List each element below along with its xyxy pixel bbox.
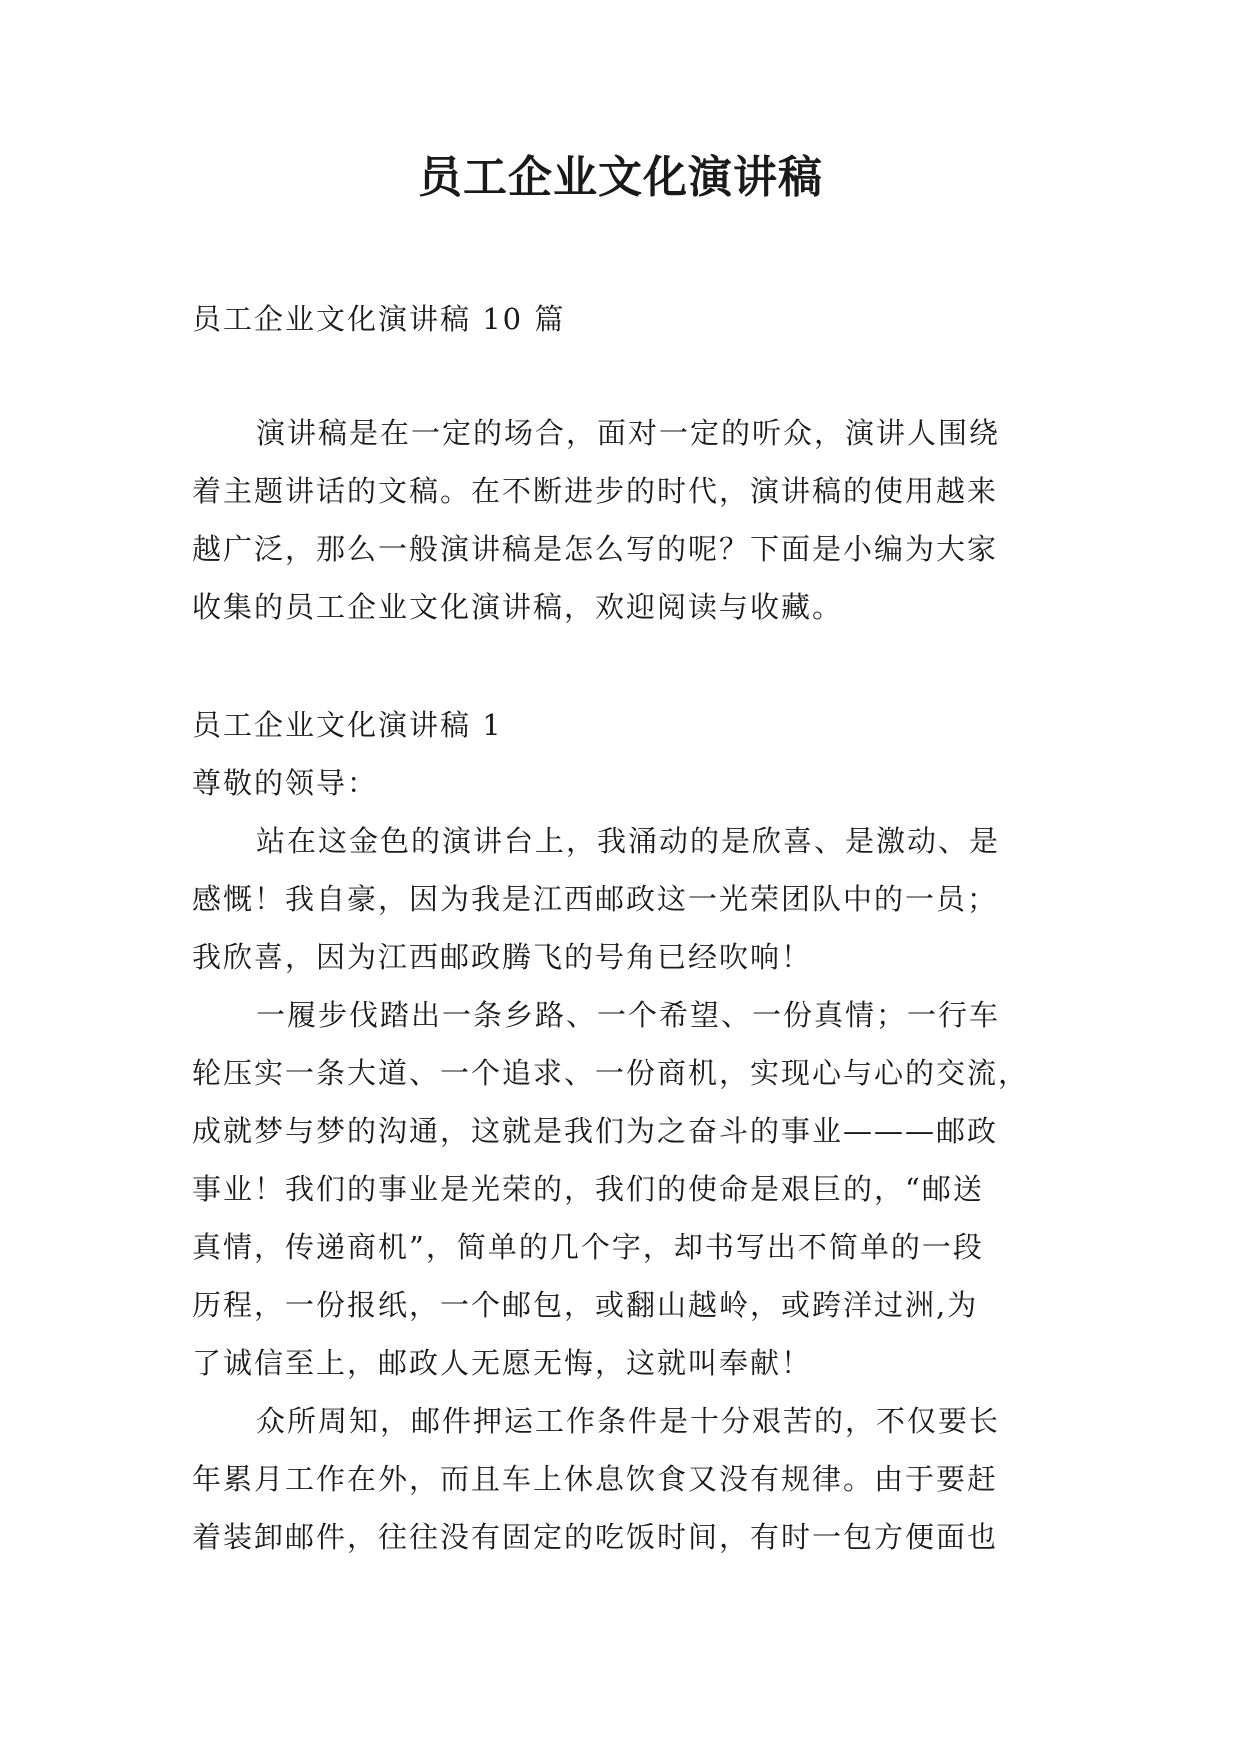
body-line: 了诚信至上，邮政人无愿无悔，这就叫奉献！ [192,1346,813,1380]
body-line: 站在这金色的演讲台上，我涌动的是欣喜、是激动、是 [256,824,1001,858]
speech-body [192,812,1062,1566]
body-line: 年累月工作在外，而且车上休息饮食又没有规律。由于要赶 [192,1462,999,1496]
intro-line: 演讲稿是在一定的场合，面对一定的听众，演讲人围绕 [256,416,1001,450]
section-heading: 员工企业文化演讲稿 1 [192,708,503,742]
body-line: 我欣喜，因为江西邮政腾飞的号角已经吹响！ [192,940,813,974]
body-line: 轮压实一条大道、一个追求、一份商机，实现心与心的交流， [192,1056,1030,1090]
body-line: 着装卸邮件，往往没有固定的吃饭时间，有时一包方便面也 [192,1520,999,1554]
body-line: 成就梦与梦的沟通，这就是我们为之奋斗的事业———邮政 [192,1114,999,1148]
intro-line: 越广泛，那么一般演讲稿是怎么写的呢？下面是小编为大家 [192,532,999,566]
document-title: 员工企业文化演讲稿 [418,152,823,203]
body-line: 感慨！我自豪，因为我是江西邮政这一光荣团队中的一员； [192,882,999,916]
intro-line: 着主题讲话的文稿。在不断进步的时代，演讲稿的使用越来 [192,474,999,508]
intro-line: 收集的员工企业文化演讲稿，欢迎阅读与收藏。 [192,590,844,624]
body-line: 一履步伐踏出一条乡路、一个希望、一份真情；一行车 [256,998,1001,1032]
body-line: 真情，传递商机”，简单的几个字，却书写出不简单的一段 [192,1230,984,1264]
document-subtitle: 员工企业文化演讲稿 10 篇 [192,302,566,336]
intro-paragraph [192,404,1062,636]
body-line: 众所周知，邮件押运工作条件是十分艰苦的，不仅要长 [256,1404,1001,1438]
body-line: 事业！我们的事业是光荣的，我们的使命是艰巨的，“邮送 [192,1172,984,1206]
body-line: 历程，一份报纸，一个邮包，或翻山越岭，或跨洋过洲,为 [192,1288,979,1322]
salutation: 尊敬的领导： [192,766,379,800]
